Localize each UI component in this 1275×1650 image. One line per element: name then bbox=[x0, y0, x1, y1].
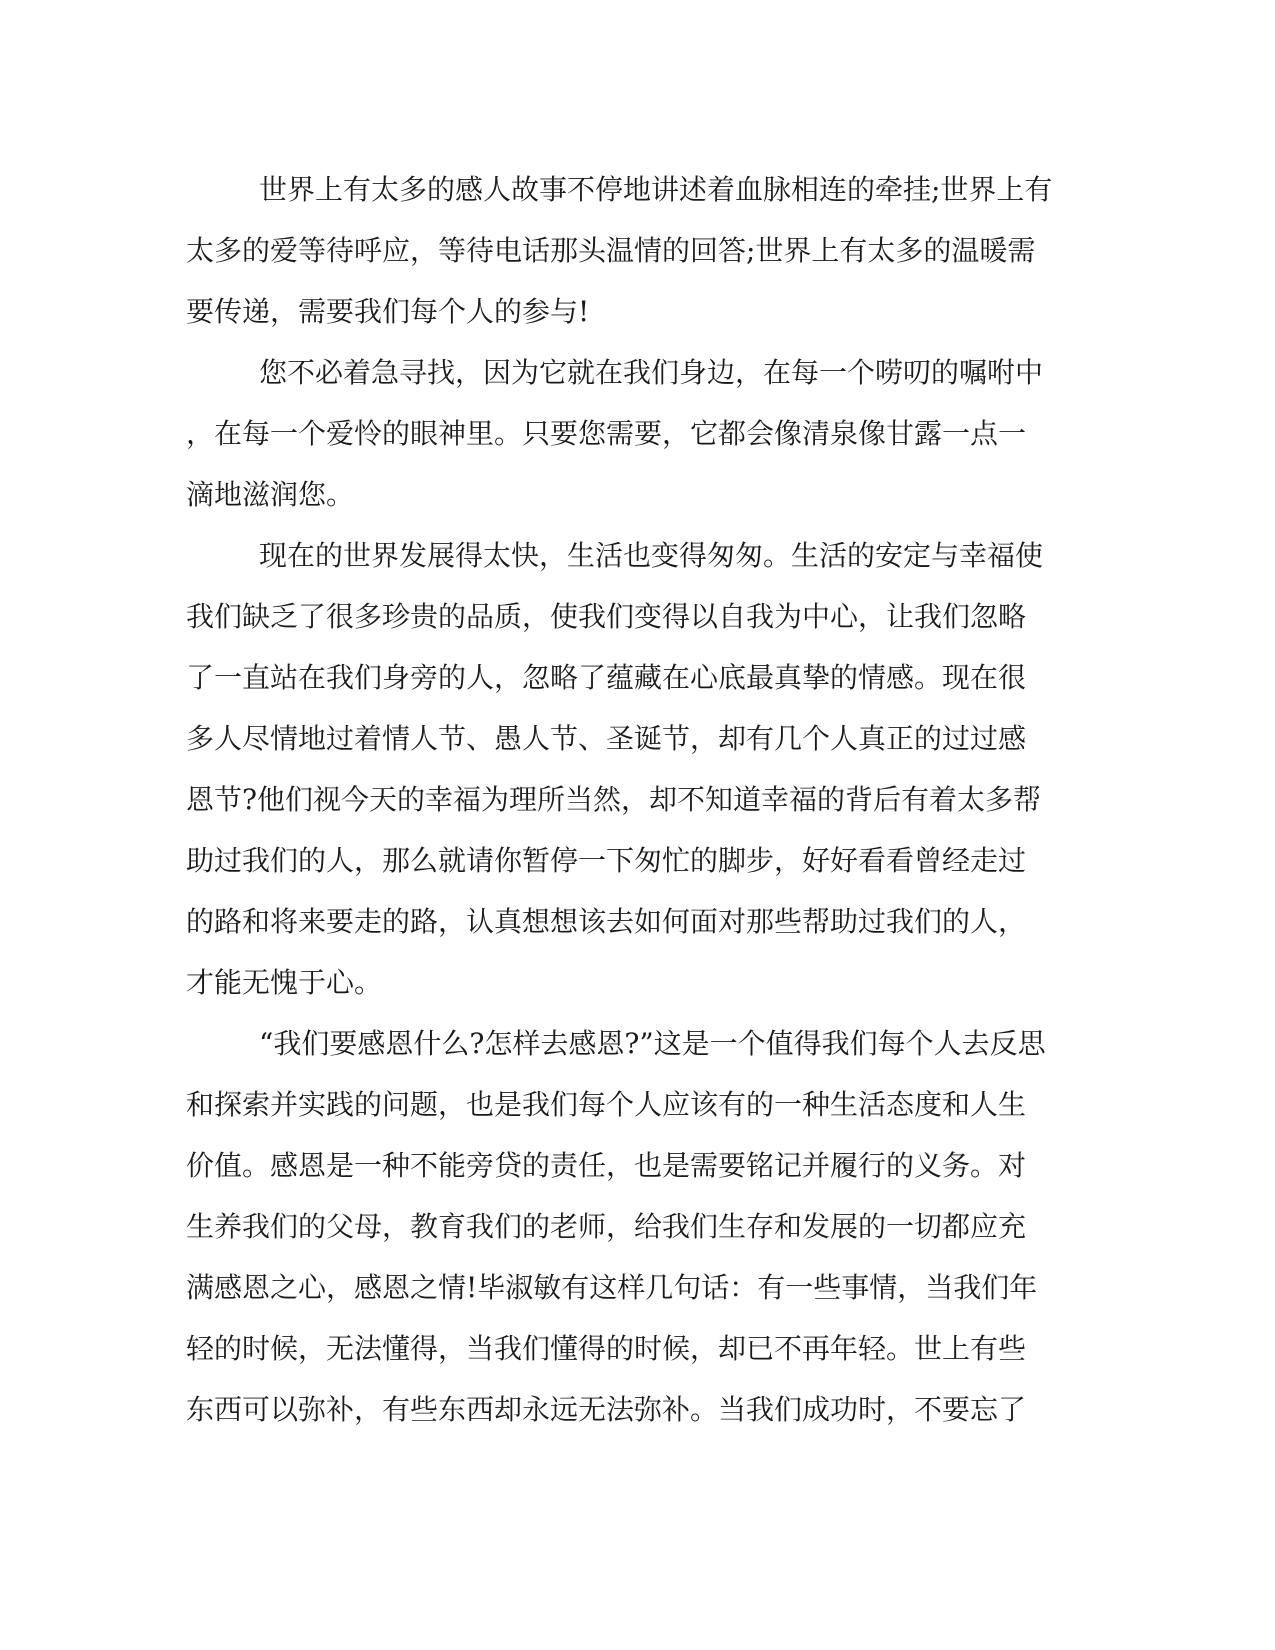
text-line: ，在每一个爱怜的眼神里。只要您需要，它都会像清泉像甘露一点一 bbox=[186, 417, 1027, 450]
text-line: 要传递，需要我们每个人的参与! bbox=[186, 295, 590, 328]
text-line: 多人尽情地过着情人节、愚人节、圣诞节，却有几个人真正的过过感 bbox=[186, 722, 1027, 755]
text-line: “我们要感恩什么?怎样去感恩?”这是一个值得我们每个人去反思 bbox=[259, 1027, 1046, 1060]
text-line: 轻的时候，无法懂得，当我们懂得的时候，却已不再年轻。世上有些 bbox=[186, 1332, 1027, 1365]
text-line: 和探索并实践的问题，也是我们每个人应该有的一种生活态度和人生 bbox=[186, 1088, 1027, 1121]
text-line: 的路和将来要走的路，认真想想该去如何面对那些帮助过我们的人， bbox=[186, 905, 1027, 938]
text-line: 世界上有太多的感人故事不停地讲述着血脉相连的牵挂;世界上有 bbox=[259, 173, 1053, 206]
text-line: 价值。感恩是一种不能旁贷的责任，也是需要铭记并履行的义务。对 bbox=[186, 1149, 1027, 1182]
text-line: 生养我们的父母，教育我们的老师，给我们生存和发展的一切都应充 bbox=[186, 1210, 1027, 1243]
text-line: 恩节?他们视今天的幸福为理所当然，却不知道幸福的背后有着太多帮 bbox=[186, 783, 1042, 816]
paragraph-4 bbox=[186, 1013, 1066, 1440]
text-line: 我们缺乏了很多珍贵的品质，使我们变得以自我为中心，让我们忽略 bbox=[186, 600, 1027, 633]
text-line: 助过我们的人，那么就请你暂停一下匆忙的脚步，好好看看曾经走过 bbox=[186, 844, 1027, 877]
text-line: 您不必着急寻找，因为它就在我们身边，在每一个唠叨的嘱咐中 bbox=[259, 356, 1044, 389]
text-line: 太多的爱等待呼应，等待电话那头温情的回答;世界上有太多的温暖需 bbox=[186, 234, 1036, 267]
paragraph-3 bbox=[186, 525, 1066, 1013]
paragraph-2 bbox=[186, 342, 1066, 525]
text-line: 滴地滋润您。 bbox=[186, 478, 355, 511]
body-text bbox=[186, 159, 1066, 1440]
text-line: 东西可以弥补，有些东西却永远无法弥补。当我们成功时，不要忘了 bbox=[186, 1393, 1027, 1426]
text-line: 才能无愧于心。 bbox=[186, 966, 383, 999]
text-line: 满感恩之心，感恩之情!毕淑敏有这样几句话：有一些事情，当我们年 bbox=[186, 1271, 1038, 1304]
text-line: 了一直站在我们身旁的人，忽略了蕴藏在心底最真挚的情感。现在很 bbox=[186, 661, 1027, 694]
paragraph-1 bbox=[186, 159, 1066, 342]
text-line: 现在的世界发展得太快，生活也变得匆匆。生活的安定与幸福使 bbox=[259, 539, 1044, 572]
